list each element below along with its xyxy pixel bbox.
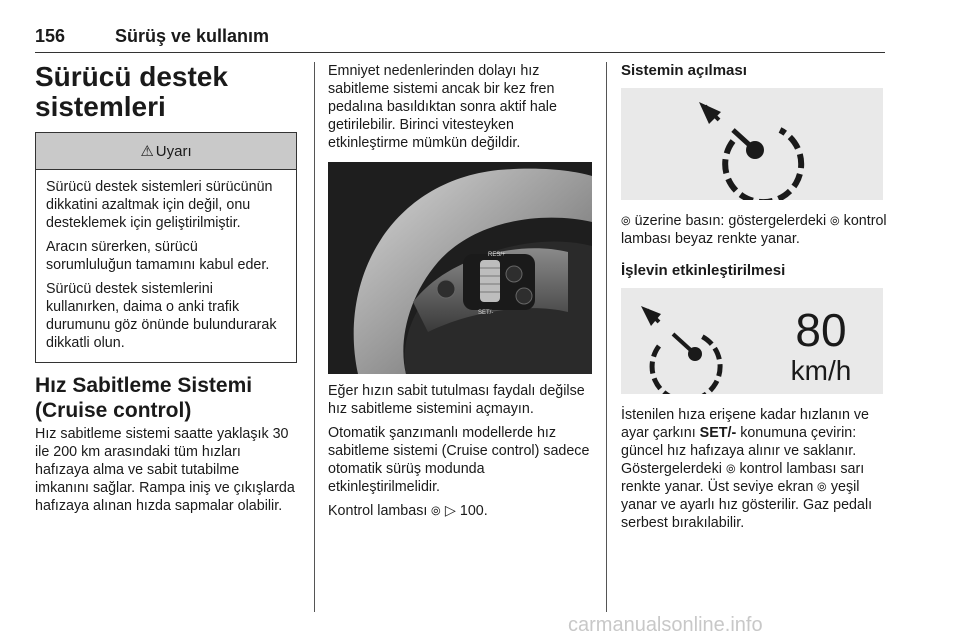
cruise-control-icon: ⦾: [724, 460, 738, 478]
chapter-title: Sürüş ve kullanım: [115, 26, 270, 46]
column-2: [328, 62, 592, 526]
cancel-button: [506, 266, 522, 282]
warning-header: [36, 133, 296, 170]
warning-box: [35, 132, 297, 363]
watermark: carmanualsonline.info: [568, 614, 763, 636]
page-ref-icon: ▷: [444, 503, 456, 519]
set-label: SET/-: [478, 310, 494, 316]
limiter-button: [516, 288, 532, 304]
display-graphic: [621, 288, 883, 394]
warning-text: Sürücü destek sistemlerini kullanırken, daima o anki trafik durumunu göz önünde bulundurarak dikkatli olun.: [46, 281, 277, 351]
body-text: İstenilen hıza erişene kadar hızlanın ve ayar çarkını SET/- konumuna çevirin: güncel hız hafızaya alınır ve saklanır. Göstergelerdeki ⦾ kontrol lambası sarı renkte yanar. Üst seviye ekran ⦾ yeşil yanar ve ayarlı hız gösterilir. Gaz pedalı serbest bırakılabilir.: [621, 407, 873, 531]
subsection-heading: İşlevin etkinleştirilmesi: [621, 262, 786, 279]
cruise-button: [437, 280, 455, 298]
body-text: ⦾ üzerine basın: göstergelerdeki ⦾ kontrol lambası beyaz renkte yanar.: [619, 212, 887, 247]
cruise-control-icon: ⦾: [815, 478, 829, 496]
page-ref: 100.: [459, 503, 488, 519]
cruise-button-illustration: [621, 88, 883, 200]
set-speed-value: 80: [795, 304, 847, 356]
cruise-control-icon: [621, 88, 883, 200]
body-text: Hız sabitleme sistemi saatte yaklaşık 30 ile 200 km arasındaki tüm hızları hafızaya alma ve sabit tutabilme imkanını sağlar. Rampa iniş ve çıkışlarda hafızaya alınan hızda sapmalar olabilir.: [35, 426, 295, 514]
warning-text: Aracın sürerken, sürücü sorumluluğun tamamını kabul eder.: [46, 239, 270, 273]
column-divider: [606, 62, 607, 612]
steering-wheel-photo: [328, 162, 592, 374]
body-text: Emniyet nedenlerinden dolayı hız sabitleme sistemi ancak bir kez fren pedalına basıldıktan sonra aktif hale getirilebilir. Birinci vitesteyken etkinleştirme mümkün değildir.: [328, 63, 557, 151]
res-label: RES/+: [488, 252, 506, 258]
cruise-control-icon: ⦾: [828, 212, 842, 230]
warning-text: Sürücü destek sistemleri sürücünün dikkatini azaltmak için değil, onu desteklemek için geliştirilmiştir.: [46, 179, 273, 231]
page-header: [35, 22, 885, 53]
speed-display-illustration: [621, 288, 883, 394]
column-divider: [314, 62, 315, 612]
column-3: [621, 62, 889, 538]
steering-wheel-illustration: [328, 162, 592, 374]
column-1: [35, 62, 297, 521]
subsection-heading: Sistemin açılması: [621, 62, 747, 79]
section-title: Sürücü destek sistemleri: [35, 61, 228, 122]
set-label: SET/-: [699, 425, 737, 441]
body-text: Otomatik şanzımanlı modellerde hız sabitleme sistemi (Cruise control) sadece otomatik sürüş modunda etkinleştirilmelidir.: [328, 425, 590, 495]
subsection-title: Hız Sabitleme Sistemi (Cruise control): [35, 374, 253, 422]
cruise-control-icon: ⦾: [429, 502, 443, 520]
body-text: Kontrol lambası ⦾ ▷ 100.: [328, 502, 488, 520]
warning-triangle-icon: ⚠: [140, 143, 154, 160]
speed-unit: km/h: [790, 355, 852, 386]
warning-body: [36, 170, 296, 362]
cruise-control-icon: ⦾: [619, 212, 633, 230]
body-text: Eğer hızın sabit tutulması faydalı değilse hız sabitleme sistemini açmayın.: [328, 383, 585, 417]
page-number: 156: [35, 26, 66, 46]
warning-title: Uyarı: [155, 142, 192, 160]
